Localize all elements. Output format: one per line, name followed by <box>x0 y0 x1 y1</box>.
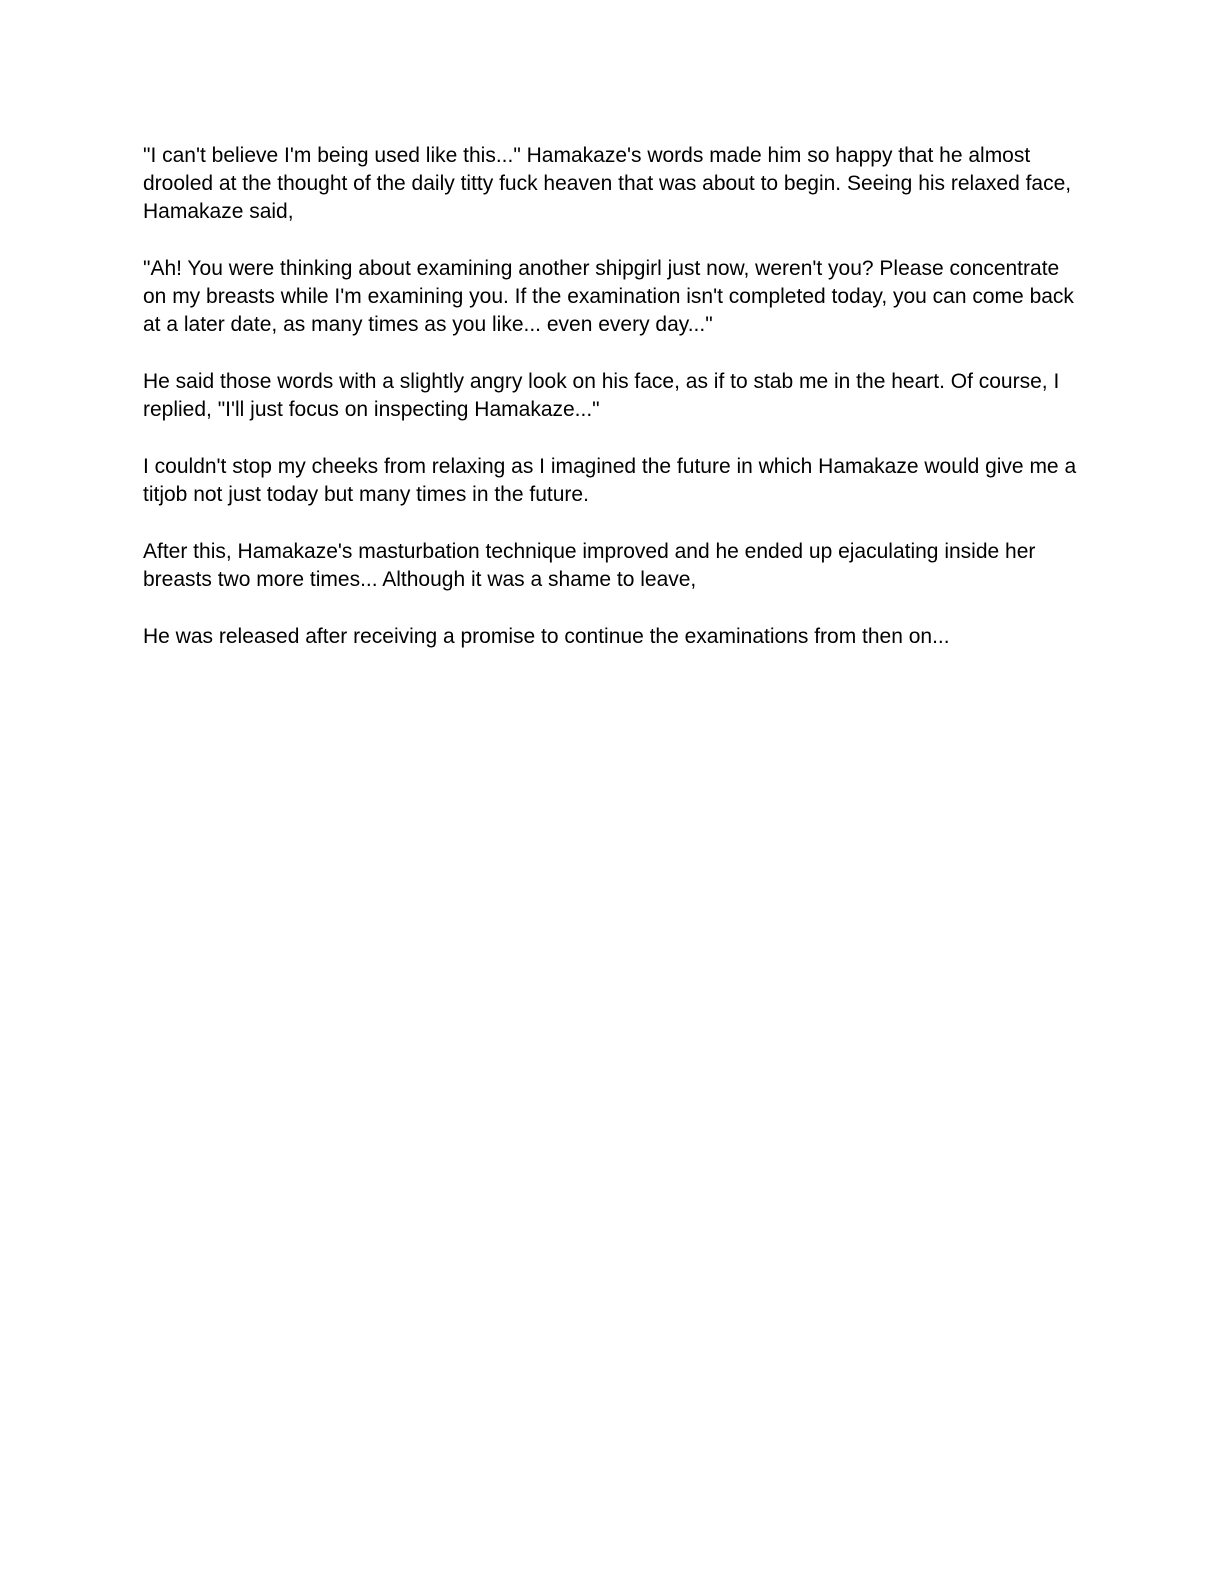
paragraph-6: He was released after receiving a promise to continue the examinations from then on... <box>143 625 950 648</box>
paragraph-2: "Ah! You were thinking about examining another shipgirl just now, weren't you? Please concentrate on my breasts while I'm examining you. If the examination isn't completed today, you can come back at a later date, as many times as you like... even every day..." <box>143 257 1080 336</box>
paragraph-3: He said those words with a slightly angry look on his face, as if to stab me in the heart. Of course, I replied, "I'll just focus on inspecting Hamakaze..." <box>143 370 1066 421</box>
paragraph-4: I couldn't stop my cheeks from relaxing as I imagined the future in which Hamakaze would give me a titjob not just today but many times in the future. <box>143 455 1082 506</box>
text-block <box>143 142 1081 651</box>
paragraph-5: After this, Hamakaze's masturbation technique improved and he ended up ejaculating inside her breasts two more times... Although it was a shame to leave, <box>143 540 1042 591</box>
paragraph-1: "I can't believe I'm being used like this..." Hamakaze's words made him so happy that he almost drooled at the thought of the daily titty fuck heaven that was about to begin. Seeing his relaxed face, Hamakaze said, <box>143 144 1077 223</box>
